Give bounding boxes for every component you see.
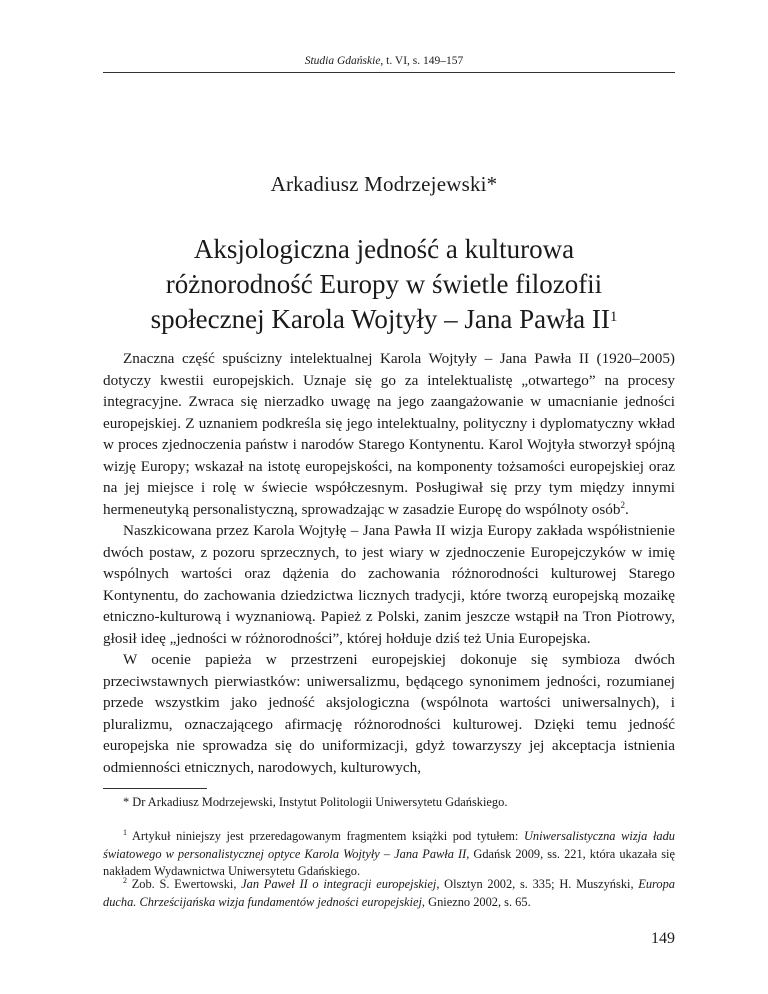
footnote-1 <box>103 828 675 881</box>
footnote-1-rest: , Gdańsk 2009, ss. 221, która ukazała się nakładem Wydawnictwa Uniwersytetu Gdańskiego. <box>103 846 675 878</box>
paragraph-1 <box>103 348 675 520</box>
footnote-ref-2[interactable]: 2 <box>620 499 625 510</box>
title-line-3-text: społecznej Karola Wojtyły – Jana Pawła II <box>150 304 610 334</box>
footnote-1-mark: 1 <box>123 827 127 837</box>
title-line-2: różnorodność Europy w świetle filozofii <box>165 269 603 299</box>
paragraph-3: W ocenie papieża w przestrzeni europejskiej dokonuje się symbioza dwóch przeciwstawnych pierwiastków: uniwersalizmu, będącego synonimem jedności, rozumianej przede wszystkim jako jedność aksjologiczna (wspólnota wartości uniwersalnych), i pluralizmu, oznaczającego afirmację różnorodności kulturowej. Dzięki temu jedność europejska nie sprowadza się do uniformizacji, gdyż towarzyszy jej akceptacja istnienia odmienności etnicznych, narodowych, kulturowych, <box>103 651 675 776</box>
footnote-star-text: Dr Arkadiusz Modrzejewski, Instytut Politologii Uniwersytetu Gdańskiego. <box>129 795 508 809</box>
paragraph-1-end: . <box>624 500 629 518</box>
footnote-2-part-a: Zob. S. Ewertowski, <box>127 877 242 891</box>
footnote-star-mark: * <box>123 795 130 809</box>
footnote-2-mark: 2 <box>123 875 127 885</box>
journal-name: Studia Gdańskie <box>304 55 381 67</box>
paragraph-2: Naszkicowana przez Karola Wojtyłę – Jana Pawła II wizja Europy zakłada współistnienie dwóch postaw, z pozoru sprzecznych, to jest wiary w zjednoczenie Europejczyków w imię wspólnych wartości oraz dążenia do zachowania różnorodności kulturowej Starego Kontynentu, do zachowania dziedzictwa licznych tradycji, które tworzą europejską mozaikę etniczno-kulturową i wyznaniową. Papież z Polski, zanim jeszcze wstąpił na Tron Piotrowy, głosił ideę „jedności w różnorodności”, której hołduje dziś też Unia Europejska. <box>103 522 675 647</box>
header-rule <box>103 72 675 73</box>
article-body <box>103 348 675 778</box>
title-footnote-mark[interactable]: 1 <box>609 309 618 325</box>
journal-details: , t. VI, s. 149–157 <box>380 55 464 67</box>
footnote-2-title-b: Europa ducha. Chrześcijańska wizja fundamentów jedności europejskiej <box>103 877 675 909</box>
page-number: 149 <box>651 930 675 947</box>
footnote-author <box>103 794 675 812</box>
paragraph-1-text: Znaczna część spuścizny intelektualnej Karola Wojtyły – Jana Pawła II (1920–2005) dotyczy kwestii europejskich. Uznaje się go za intelektualistę „otwartego” na procesy integracyjne. Zwraca się nierzadko uwagę na jego zaangażowanie w umacnianie jedności europejskiej. Z uznaniem podkreśla się jego intelektualny, polityczny i dyplomatyczny wkład w proces zjednoczenia państw i narodów Starego Kontynentu. Karol Wojtyła stworzył spójną wizję Europy; wskazał na istotę europejskości, na komponenty tożsamości europejskiej oraz na jej miejsce i rolę w świecie współczesnym. Posługiwał się przy tym między innymi hermeneutyką personalistyczną, sprowadzając w zasadzie Europę do wspólnoty osób <box>103 350 675 518</box>
footnote-2-part-c: , Gniezno 2002, s. 65. <box>421 894 531 909</box>
footnote-rule <box>103 788 207 789</box>
title-line-3 <box>0 302 768 337</box>
running-head <box>0 56 768 68</box>
footnote-2 <box>103 876 675 911</box>
footnote-1-book-title: Uniwersalistyczna wizja ładu światowego w personalistycznej optyce Karola Wojtyły – Jana Pawła II <box>103 829 675 861</box>
footnote-2-title-a: Jan Paweł II o integracji europejskiej <box>241 877 437 891</box>
article-title <box>0 232 768 337</box>
author-name: Arkadiusz Modrzejewski* <box>270 172 498 196</box>
footnote-1-intro: Artykuł niniejszy jest przeredagowanym fragmentem książki pod tytułem: <box>127 829 524 843</box>
footnote-2-part-b: , Olsztyn 2002, s. 335; H. Muszyński, <box>436 877 639 891</box>
title-line-1: Aksjologiczna jedność a kulturowa <box>193 234 575 264</box>
